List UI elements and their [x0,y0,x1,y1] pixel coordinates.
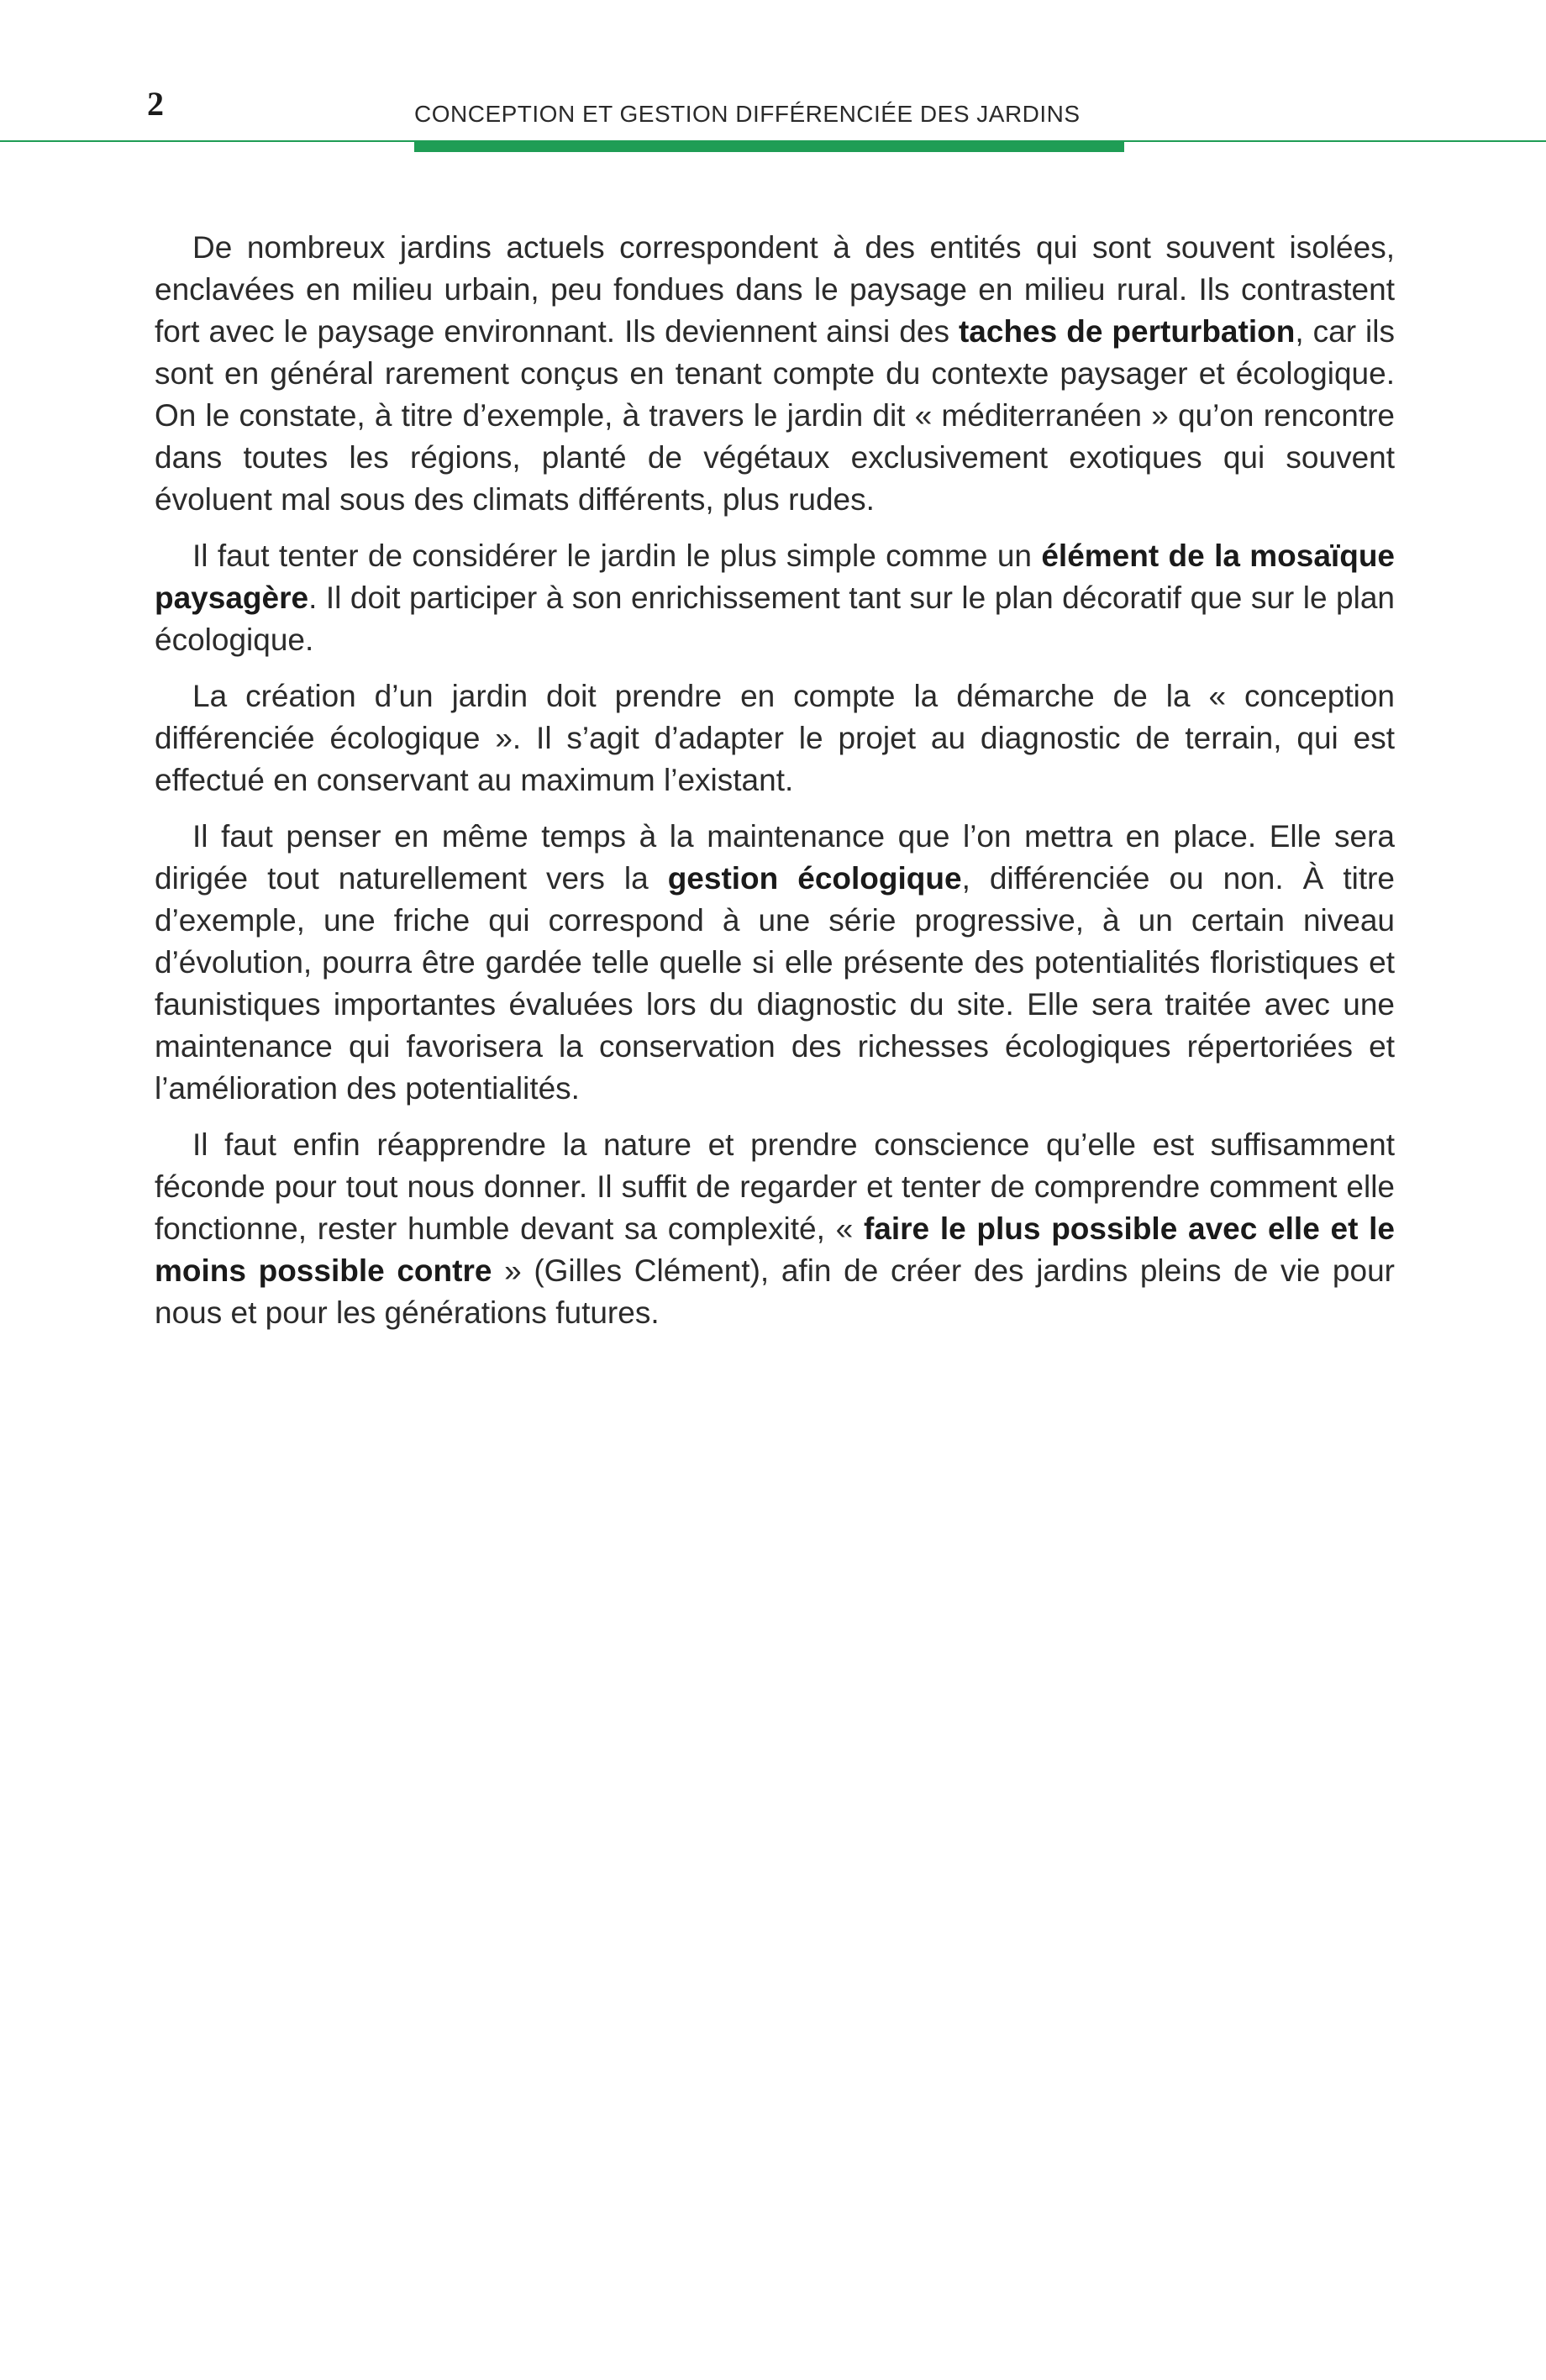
paragraph-1 [155,227,1395,521]
paragraph-5 [155,1124,1395,1334]
bold-term: gestion écologique [667,861,962,896]
bold-term: élément de la mosaïque paysagère [155,539,1395,615]
paragraph-text: Il faut enfin réapprendre la nature et prendre conscience qu’elle est suffisamment féconde pour tout nous donner. Il suffit de regarder et tenter de comprendre comment elle fonctionne, rester humble devant sa complexité, « [155,1127,1395,1246]
paragraph-text: , car ils sont en général rarement conçus en tenant compte du contexte paysager et écologique. On le constate, à titre d’exemple, à travers le jardin dit « méditerranéen » qu’on rencontre dans toutes les régions, planté de végétaux exclusivement exotiques qui souvent évoluent mal sous des climats différents, plus rudes. [155,314,1395,517]
bold-term: faire le plus possible avec elle et le moins possible contre [155,1211,1395,1288]
running-head-title: CONCEPTION ET GESTION DIFFÉRENCIÉE DES JARDINS [414,101,1081,127]
paragraph-text: La création d’un jardin doit prendre en compte la démarche de la « conception différenciée écologique ». Il s’agit d’adapter le projet au diagnostic de terrain, qui est effectué en conservant au maximum l’existant. [155,679,1395,797]
paragraph-text: . Il doit participer à son enrichissement tant sur le plan décoratif que sur le plan écologique. [155,581,1395,657]
page-number: 2 [147,85,164,123]
body-text [155,227,1395,1348]
paragraph-text: » (Gilles Clément), afin de créer des jardins pleins de vie pour nous et pour les générations futures. [155,1253,1395,1330]
header-rule-thick [414,142,1124,152]
paragraph-text: , différenciée ou non. À titre d’exemple, une friche qui correspond à une série progressive, à un certain niveau d’évolution, pourra être gardée telle quelle si elle présente des potentialités floristiques et faunistiques importantes évaluées lors du diagnostic du site. Elle sera traitée avec une maintenance qui favorisera la conservation des richesses écologiques répertoriées et l’amélioration des potentialités. [155,861,1396,1106]
paragraph-3 [155,675,1395,801]
paragraph-text: Il faut penser en même temps à la maintenance que l’on mettra en place. Elle sera dirigée tout naturellement vers la [155,819,1395,896]
paragraph-text: De nombreux jardins actuels correspondent à des entités qui sont souvent isolées, enclavées en milieu urbain, peu fondues dans le paysage en milieu rural. Ils contrastent fort avec le paysage environnant. Ils deviennent ainsi des [155,230,1395,349]
bold-term: taches de perturbation [958,314,1296,349]
paragraph-2 [155,535,1395,661]
paragraph-4 [155,816,1395,1110]
paragraph-text: Il faut tenter de considérer le jardin le plus simple comme un [192,539,1042,573]
